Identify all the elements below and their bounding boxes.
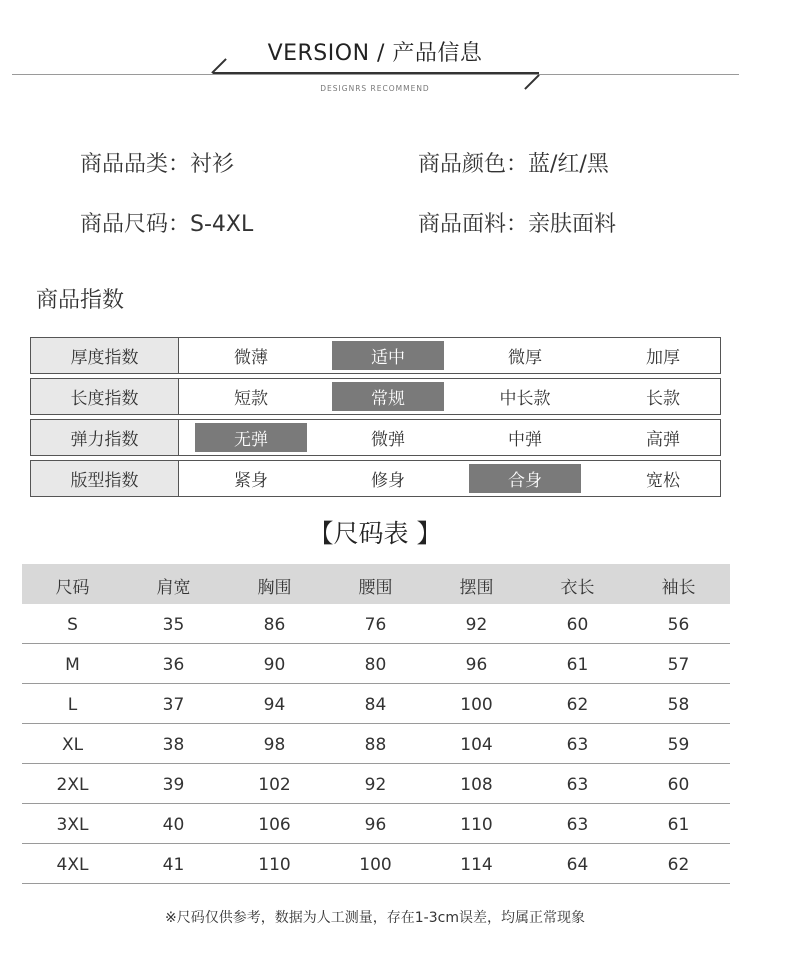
index-option: 高弹: [646, 430, 680, 450]
size-cell: 63: [566, 815, 589, 835]
size-cell: 110: [258, 855, 291, 875]
info-fabric-value: 亲肤面料: [528, 212, 617, 237]
index-row-options: [179, 461, 720, 496]
index-option: 长款: [646, 389, 680, 409]
size-header-cell: 袖长: [661, 578, 696, 598]
index-option-selected: 合身: [469, 464, 581, 493]
size-header-cell: 摆围: [459, 578, 494, 598]
size-cell: 60: [667, 775, 690, 795]
size-cell: 59: [667, 735, 690, 755]
index-option: 微厚: [508, 348, 542, 368]
size-cell: 37: [162, 695, 185, 715]
size-cell: 76: [364, 615, 387, 635]
info-color-value: 蓝/红/黑: [528, 152, 609, 177]
size-cell: 94: [263, 695, 286, 715]
size-cell: 38: [162, 735, 185, 755]
size-cell: 102: [258, 775, 291, 795]
index-row: [30, 378, 721, 415]
index-option: 宽松: [646, 471, 680, 491]
size-header-cell: 腰围: [358, 578, 393, 598]
info-size-value: S-4XL: [190, 212, 254, 237]
size-cell: 98: [263, 735, 286, 755]
size-cell: 88: [364, 735, 387, 755]
size-note: ※尺码仅供参考，数据为人工测量，存在1-3cm误差，均属正常现象: [165, 910, 585, 926]
size-cell: 64: [566, 855, 589, 875]
size-cell: 92: [364, 775, 387, 795]
size-cell: 62: [667, 855, 690, 875]
index-option: 中长款: [499, 389, 551, 409]
size-chart-header: [22, 564, 730, 604]
index-row: [30, 337, 721, 374]
info-category-label: 商品品类：: [80, 152, 191, 177]
index-row-options: [179, 379, 720, 414]
size-cell: 86: [263, 615, 286, 635]
size-cell: 2XL: [56, 775, 89, 795]
header-divider: [12, 74, 739, 75]
size-cell: 35: [162, 615, 185, 635]
index-row: [30, 419, 721, 456]
size-header-cell: 尺码: [55, 578, 90, 598]
size-cell: 58: [667, 695, 690, 715]
size-cell: 96: [364, 815, 387, 835]
size-cell: 3XL: [56, 815, 89, 835]
size-cell: 61: [566, 655, 589, 675]
size-cell: 100: [460, 695, 493, 715]
info-fabric: [418, 207, 616, 238]
index-option: 微薄: [234, 348, 268, 368]
info-category: [80, 147, 234, 178]
size-cell: 57: [667, 655, 690, 675]
size-cell: 104: [460, 735, 493, 755]
info-color-label: 商品颜色：: [418, 152, 529, 177]
index-option-selected: 适中: [332, 341, 444, 370]
index-section-title: 商品指数: [36, 288, 125, 313]
index-row-options: [179, 338, 720, 373]
size-cell: 63: [566, 735, 589, 755]
size-cell: 96: [465, 655, 488, 675]
header-accent-bar: [213, 72, 539, 74]
size-cell: 61: [667, 815, 690, 835]
index-option-selected: 无弹: [195, 423, 307, 452]
index-option: 中弹: [508, 430, 542, 450]
page-title: VERSION / 产品信息: [267, 41, 483, 66]
size-cell: 90: [263, 655, 286, 675]
info-fabric-label: 商品面料：: [418, 212, 529, 237]
size-cell: 106: [258, 815, 291, 835]
index-row-options: [179, 420, 720, 455]
size-cell: 39: [162, 775, 185, 795]
size-cell: 40: [162, 815, 185, 835]
info-size: [80, 207, 253, 238]
index-row-label: 厚度指数: [31, 338, 179, 373]
size-cell: S: [67, 615, 78, 635]
index-row-label: 长度指数: [31, 379, 179, 414]
info-category-value: 衬衫: [190, 152, 235, 177]
index-option: 修身: [371, 471, 405, 491]
size-row: [22, 844, 730, 884]
size-cell: 110: [460, 815, 493, 835]
size-cell: 56: [667, 615, 690, 635]
size-chart-title: 【尺码表 】: [308, 519, 442, 548]
size-row: [22, 604, 730, 644]
size-cell: 100: [359, 855, 392, 875]
size-cell: 63: [566, 775, 589, 795]
size-cell: 60: [566, 615, 589, 635]
size-cell: 108: [460, 775, 493, 795]
size-header-cell: 衣长: [560, 578, 595, 598]
info-color: [418, 147, 609, 178]
size-header-cell: 胸围: [257, 578, 292, 598]
page-subtitle: DESIGNRS RECOMMEND: [320, 84, 430, 93]
size-cell: 4XL: [56, 855, 89, 875]
index-row: [30, 460, 721, 497]
index-option: 加厚: [646, 348, 680, 368]
info-size-label: 商品尺码：: [80, 212, 191, 237]
size-row: [22, 724, 730, 764]
size-cell: M: [65, 655, 80, 675]
index-option: 微弹: [371, 430, 405, 450]
size-cell: 92: [465, 615, 488, 635]
size-cell: 84: [364, 695, 387, 715]
size-row: [22, 644, 730, 684]
size-row: [22, 804, 730, 844]
size-cell: 62: [566, 695, 589, 715]
size-cell: 36: [162, 655, 185, 675]
index-option: 紧身: [234, 471, 268, 491]
index-option-selected: 常规: [332, 382, 444, 411]
size-cell: 80: [364, 655, 387, 675]
size-row: [22, 684, 730, 724]
size-cell: 114: [460, 855, 493, 875]
index-row-label: 弹力指数: [31, 420, 179, 455]
index-option: 短款: [234, 389, 268, 409]
size-cell: XL: [61, 735, 84, 755]
size-cell: 41: [162, 855, 185, 875]
size-header-cell: 肩宽: [156, 578, 191, 598]
size-cell: L: [67, 695, 78, 715]
index-row-label: 版型指数: [31, 461, 179, 496]
size-row: [22, 764, 730, 804]
